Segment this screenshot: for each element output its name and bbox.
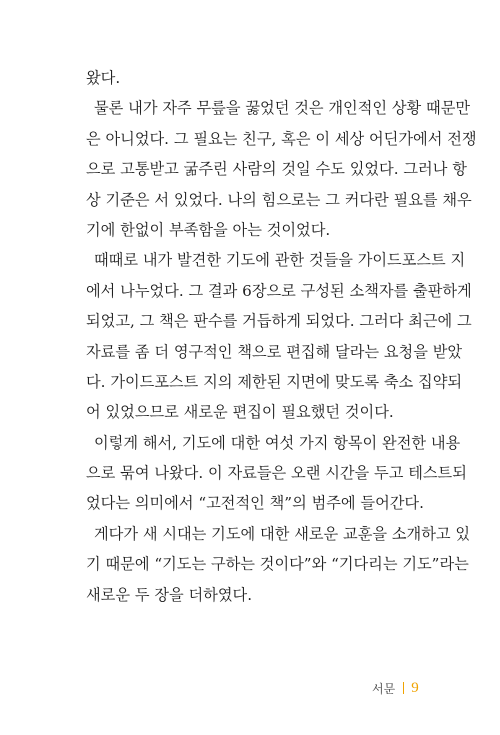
text-line: 으로 묶여 나왔다. 이 자료들은 오랜 시간을 두고 테스트되 bbox=[86, 464, 467, 483]
text-line: 때때로 내가 발견한 기도에 관한 것들을 가이드포스트 지 bbox=[94, 251, 466, 270]
text-line: 에서 나누었다. 그 결과 6장으로 구성된 소책자를 출판하게 bbox=[86, 281, 472, 300]
text-line: 왔다. bbox=[86, 69, 121, 87]
page-footer bbox=[372, 677, 462, 699]
text-line: 기에 한없이 부족함을 아는 것이었다. bbox=[86, 220, 331, 239]
body-text bbox=[86, 63, 477, 610]
text-line: 물론 내가 자주 무릎을 꿇었던 것은 개인적인 상황 때문만 bbox=[94, 99, 471, 118]
text-line: 기 때문에 “기도는 구하는 것이다”와 “기다리는 기도”라는 bbox=[86, 555, 469, 574]
text-line: 다. 가이드포스트 지의 제한된 지면에 맞도록 축소 집약되 bbox=[86, 372, 463, 391]
text-line: 자료를 좀 더 영구적인 책으로 편집해 달라는 요청을 받았 bbox=[86, 342, 463, 361]
page-number: 9 bbox=[411, 679, 419, 696]
text-line: 새로운 두 장을 더하였다. bbox=[86, 585, 253, 604]
text-line: 은 아니었다. 그 필요는 친구, 혹은 이 세상 어딘가에서 전쟁 bbox=[86, 129, 477, 148]
text-line: 어 있었으므로 새로운 편집이 필요했던 것이다. bbox=[86, 403, 394, 422]
text-line: 되었고, 그 책은 판수를 거듭하게 되었다. 그러다 최근에 그 bbox=[86, 312, 472, 331]
footer-divider bbox=[403, 682, 404, 694]
text-line: 게다가 새 시대는 기도에 대한 새로운 교훈을 소개하고 있 bbox=[94, 524, 471, 543]
text-line: 으로 고통받고 굶주린 사람의 것일 수도 있었다. 그러나 항 bbox=[86, 160, 467, 179]
text-line: 상 기준은 서 있었다. 나의 힘으로는 그 커다란 필요를 채우 bbox=[86, 190, 472, 209]
text-line: 이렇게 해서, 기도에 대한 여섯 가지 항목이 완전한 내용 bbox=[94, 433, 461, 452]
section-label: 서문 bbox=[372, 681, 396, 696]
text-line: 었다는 의미에서 “고전적인 책”의 범주에 들어간다. bbox=[86, 494, 424, 513]
